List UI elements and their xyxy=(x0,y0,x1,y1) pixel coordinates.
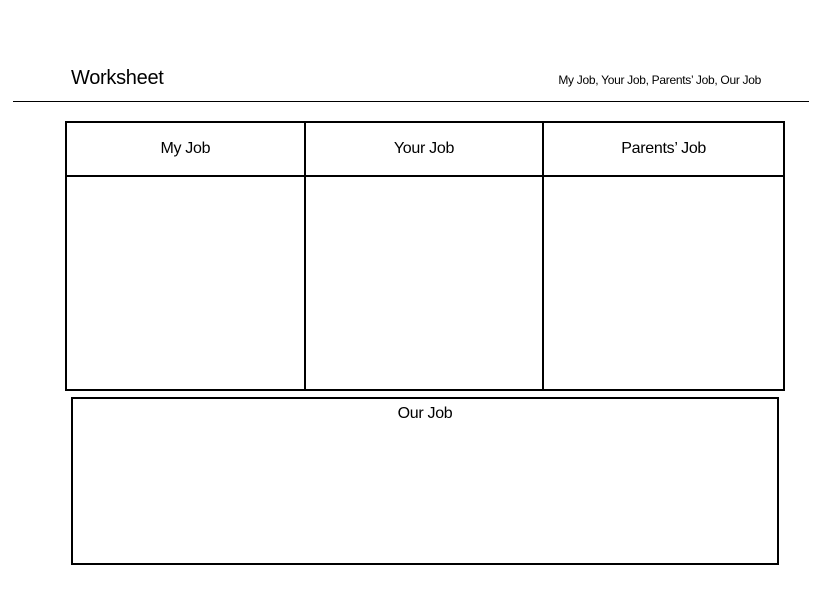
column-header-my-job: My Job xyxy=(67,123,306,177)
my-job-answer-area[interactable] xyxy=(67,177,306,389)
your-job-answer-area[interactable] xyxy=(306,177,545,389)
parents-job-answer-area[interactable] xyxy=(544,177,783,389)
page-title: Worksheet xyxy=(71,67,164,89)
column-header-your-job: Your Job xyxy=(306,123,545,177)
page-subtitle: My Job, Your Job, Parents’ Job, Our Job xyxy=(558,73,761,87)
our-job-label: Our Job xyxy=(397,405,453,422)
our-job-answer-area[interactable] xyxy=(71,397,779,565)
jobs-table xyxy=(65,121,785,391)
header-divider xyxy=(13,101,809,102)
column-header-parents-job: Parents’ Job xyxy=(544,123,783,177)
